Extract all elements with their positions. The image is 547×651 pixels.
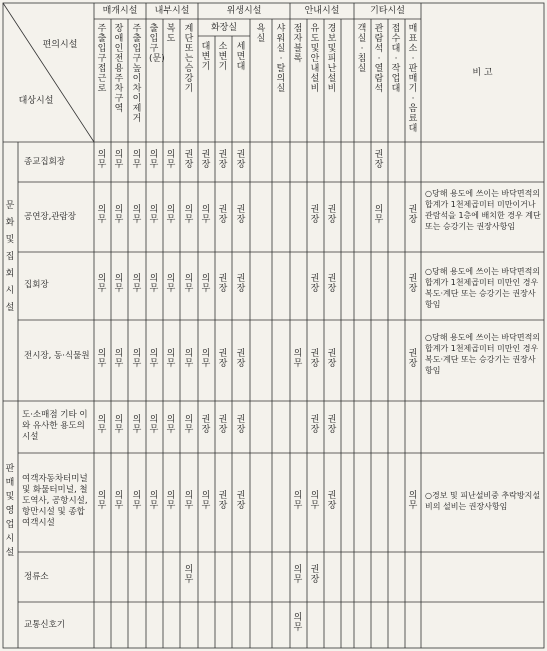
col-header-14: 객실·침실 [357,24,367,74]
requirement-cell: 권장 [218,490,228,511]
requirement-cell: 의무 [166,150,176,170]
requirement-cell: 의무 [201,348,211,369]
requirement-cell: 의무 [114,274,124,294]
requirement-cell: 의무 [114,205,124,225]
col-header-11: 점자블록 [293,24,303,64]
requirement-cell: 의무 [184,490,194,511]
col-header-17: 매표소·판매기·음료대 [408,24,418,134]
requirement-cell: 권장 [218,348,228,369]
requirement-cell: 권장 [236,150,246,170]
requirement-cell: 의무 [184,205,194,225]
requirement-cell: 의무 [149,348,159,369]
requirement-cell: 의무 [184,348,194,369]
row-label-3: 전시장, 동·식물원 [24,351,90,361]
requirement-cell: 의무 [184,274,194,294]
requirement-cell: 권장 [327,490,337,511]
requirement-cell: 권장 [327,415,337,435]
requirement-cell: 권장 [327,274,337,294]
requirement-cell: 의무 [293,565,303,585]
requirement-cell: 권장 [310,205,320,225]
requirement-cell: 권장 [236,348,246,369]
requirement-cell: 권장 [218,274,228,294]
requirement-cell: 권장 [236,205,246,225]
requirement-cell: 의무 [149,205,159,225]
requirement-cell: 의무 [97,150,107,170]
requirement-cell: 의무 [114,348,124,369]
requirement-cell: 의무 [166,348,176,369]
requirement-cell: 의무 [166,274,176,294]
requirement-cell: 권장 [310,274,320,294]
category-culture-assembly: 문화및집회시설 [5,201,15,313]
requirement-cell: 권장 [236,490,246,511]
requirement-cell: 의무 [97,490,107,511]
group-header-other: 기타시설 [370,6,405,16]
row-label-7: 교통신호기 [24,620,66,630]
row-label-2: 집회장 [24,280,49,290]
requirement-cell: 의무 [184,565,194,585]
requirement-cell: 의무 [293,348,303,369]
col-header-1: 장애인전용주차구역 [114,24,124,114]
requirement-cell: 의무 [132,348,142,369]
corner-top-label: 편의시설 [42,40,78,50]
requirement-cell: 권장 [218,415,228,435]
requirement-cell: 의무 [132,415,142,435]
col-header-4: 복도 [166,24,176,44]
requirement-cell: 권장 [236,274,246,294]
row-note-5: ○경보 및 피난설비중 추락방지설비의 설비는 권장사항임 [425,491,541,511]
requirement-cell: 의무 [184,415,194,435]
row-label-0: 종교집회장 [24,157,66,167]
requirement-cell: 권장 [310,565,320,585]
requirement-cell: 권장 [184,150,194,170]
requirement-cell: 의무 [166,205,176,225]
requirement-cell: 권장 [310,348,320,369]
requirement-cell: 권장 [374,150,384,170]
requirement-cell: 의무 [97,348,107,369]
row-label-1: 공연장,관람장 [24,212,76,222]
requirement-cell: 권장 [408,274,418,294]
requirement-cell: 의무 [201,490,211,511]
requirement-cell: 의무 [293,490,303,511]
requirement-cell: 권장 [218,205,228,225]
requirement-cell: 권장 [310,415,320,435]
requirement-cell: 의무 [374,205,384,225]
row-note-3: ○당해 용도에 쓰이는 바닥면적의 합계가 1천제곱미터 미만인 경우 복도·계단 또는 승강기는 권장사항임 [425,333,541,375]
requirement-cell: 권장 [201,415,211,435]
corner-bottom-label: 대상시설 [18,96,54,106]
requirement-cell: 의무 [132,490,142,511]
requirement-cell: 의무 [293,613,303,633]
requirement-cell: 의무 [408,490,418,511]
col-header-7: 소변기 [218,42,228,72]
row-label-5: 여객자동차터미널 및 화물터미널, 철도역사, 공항시설, 항만시설 및 종합여객시설 [22,474,88,528]
requirement-cell: 권장 [218,150,228,170]
requirement-cell: 의무 [97,205,107,225]
requirement-cell: 의무 [97,415,107,435]
col-header-12: 유도및안내설비 [310,24,320,94]
col-header-10: 샤워실·탈의실 [276,24,286,94]
requirement-cell: 의무 [132,274,142,294]
row-note-1: ○당해 용도에 쓰이는 바닥면적의 합계가 1천제곱미터 미만이거나 관람석을 1층에 배치한 경우 계단 또는 승강기는 권장사항임 [425,189,541,231]
requirement-cell: 권장 [327,348,337,369]
col-header-0: 주출입구접근로 [97,24,107,94]
requirement-cell: 권장 [201,150,211,170]
col-header-9: 욕실 [256,24,266,44]
requirement-cell: 의무 [149,415,159,435]
group-header-guidance: 안내시설 [304,6,340,16]
requirement-cell: 권장 [236,415,246,435]
col-header-2: 주출입구높이차이제거 [132,24,142,124]
requirement-cell: 의무 [132,205,142,225]
requirement-cell: 의무 [310,490,320,511]
requirement-cell: 권장 [327,205,337,225]
requirement-cell: 의무 [149,490,159,511]
col-header-16: 접수대·작업대 [391,24,401,94]
row-label-4: 도·소매점 기타 이와 유사한 용도의 시설 [22,410,88,442]
requirement-cell: 의무 [114,150,124,170]
col-header-6: 대변기 [201,42,211,72]
requirement-cell: 의무 [132,150,142,170]
category-sales-business: 판매및영업시설 [5,464,15,558]
group-header-interior: 내부시설 [154,6,190,16]
col-header-13: 경보및피난설비 [327,24,337,94]
requirement-cell: 의무 [201,205,211,225]
col-header-3: 출입구(문) [149,24,165,64]
col-header-5: 계단또는승강기 [184,24,194,94]
col-header-15: 관람석·열람석 [374,24,384,94]
row-note-2: ○당해 용도에 쓰이는 바닥면적의 합계가 1천제곱미터 미만인 경우 복도·계단 또는 승강기는 권장사항임 [425,267,541,309]
remark-header: 비 고 [472,68,493,78]
requirement-cell: 의무 [149,274,159,294]
subgroup-toilet: 화장실 [210,23,238,33]
col-header-8: 세면대 [236,42,246,72]
row-label-6: 정류소 [24,572,49,582]
group-header-mediation: 매개시설 [102,6,138,16]
requirement-cell: 의무 [114,490,124,511]
requirement-cell: 권장 [408,205,418,225]
requirement-cell: 의무 [201,274,211,294]
requirement-cell: 의무 [114,415,124,435]
group-header-sanitary: 위생시설 [226,6,262,16]
requirement-cell: 의무 [166,415,176,435]
requirement-cell: 권장 [408,348,418,369]
requirement-cell: 의무 [149,150,159,170]
requirement-cell: 의무 [97,274,107,294]
requirement-cell: 의무 [166,490,176,511]
